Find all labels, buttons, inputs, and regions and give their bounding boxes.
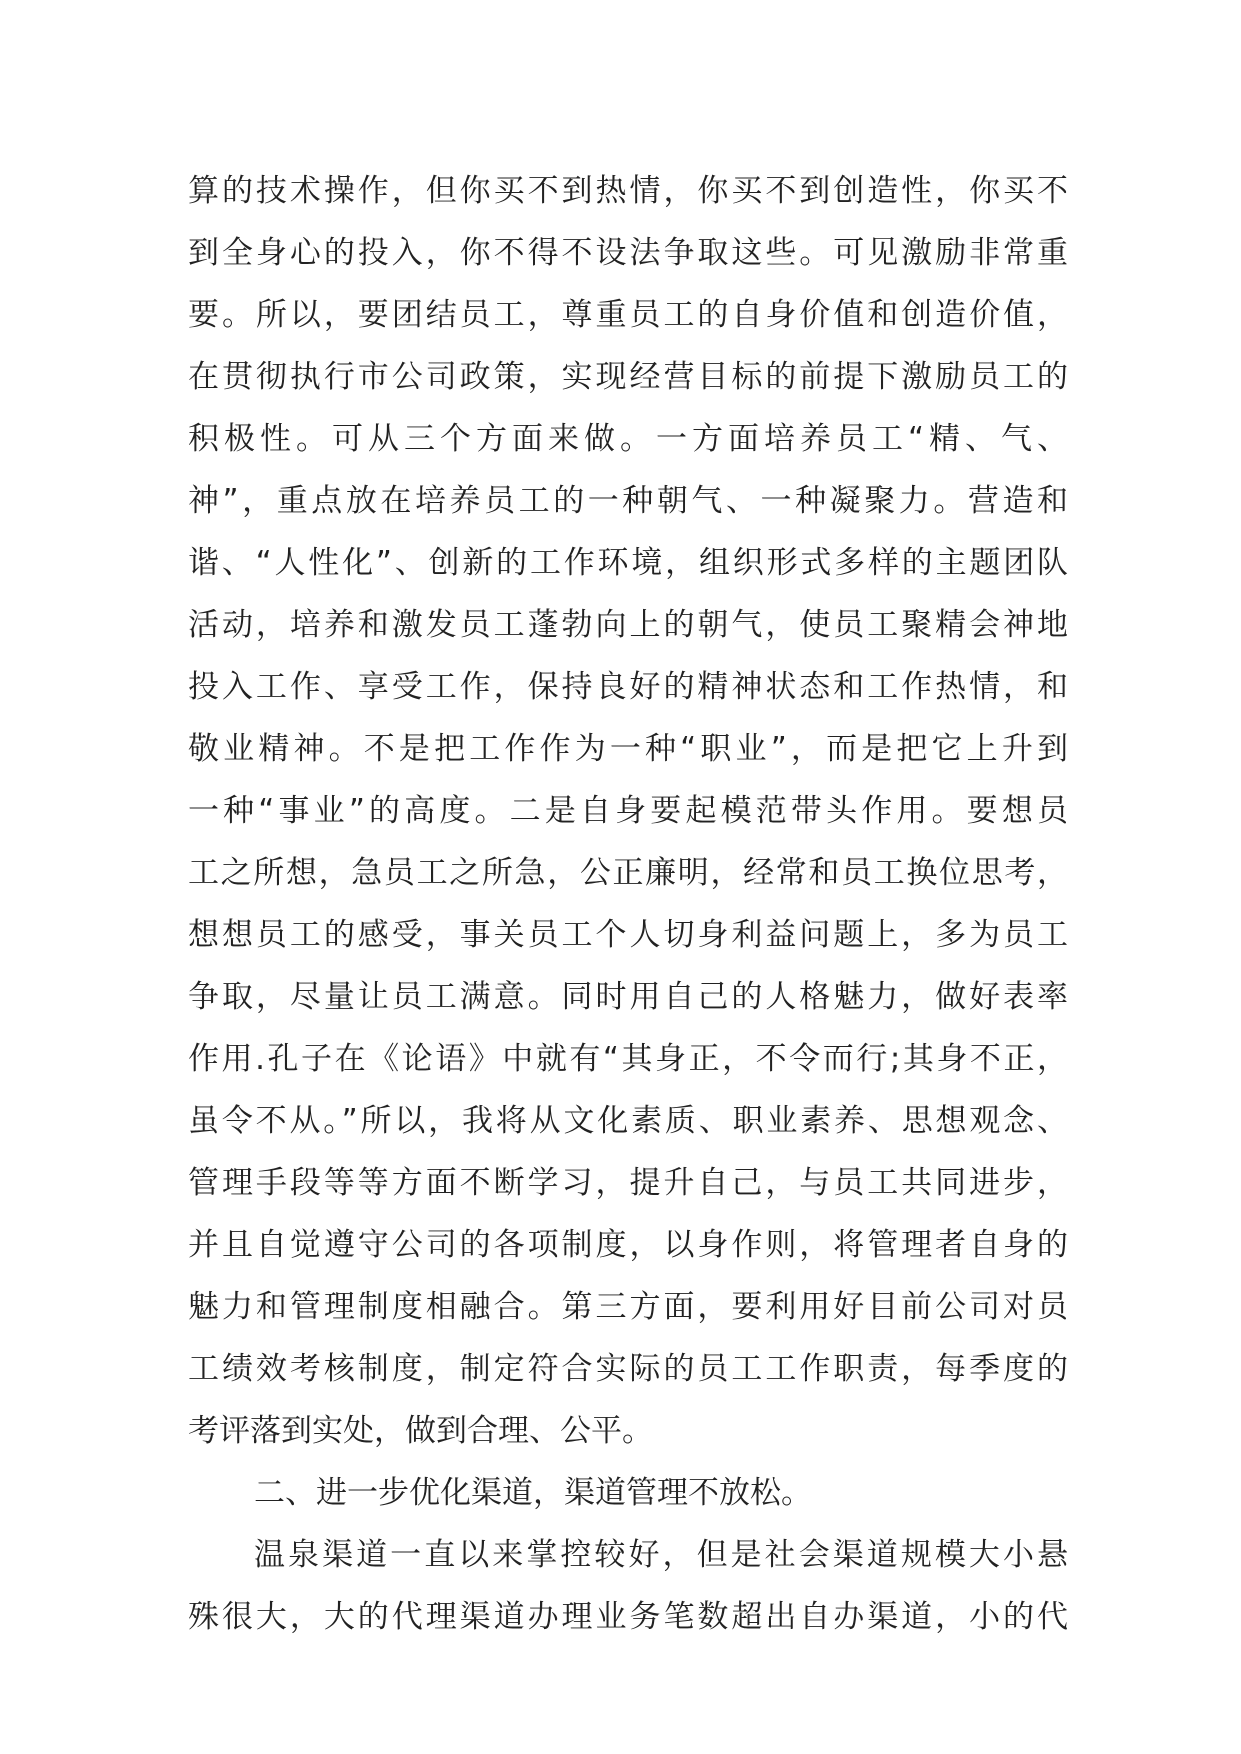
text-line: 到全身心的投入，你不得不设法争取这些。可见激励非常重	[188, 235, 1068, 271]
text-line: 投入工作、享受工作，保持良好的精神状态和工作热情，和	[188, 669, 1068, 705]
text-line: 殊很大，大的代理渠道办理业务笔数超出自办渠道，小的代	[188, 1599, 1068, 1635]
text-line: 工绩效考核制度，制定符合实际的员工工作职责，每季度的	[188, 1351, 1068, 1387]
section-heading: 二、进一步优化渠道，渠道管理不放松。	[254, 1475, 812, 1511]
document-body	[188, 160, 1068, 1648]
text-line: 温泉渠道一直以来掌控较好，但是社会渠道规模大小悬	[254, 1537, 1068, 1573]
text-line: 作用.孔子在《论语》中就有“其身正，不令而行;其身不正，	[188, 1041, 1068, 1077]
text-line: 神”，重点放在培养员工的一种朝气、一种凝聚力。营造和	[188, 483, 1068, 519]
text-line: 在贯彻执行市公司政策，实现经营目标的前提下激励员工的	[188, 359, 1068, 395]
text-line: 考评落到实处，做到合理、公平。	[188, 1413, 653, 1449]
text-line: 魅力和管理制度相融合。第三方面，要利用好目前公司对员	[188, 1289, 1068, 1325]
text-line: 想想员工的感受，事关员工个人切身利益问题上，多为员工	[188, 917, 1068, 953]
text-line: 管理手段等等方面不断学习，提升自己，与员工共同进步，	[188, 1165, 1068, 1201]
text-line: 算的技术操作，但你买不到热情，你买不到创造性，你买不	[188, 173, 1068, 209]
text-line: 并且自觉遵守公司的各项制度，以身作则，将管理者自身的	[188, 1227, 1068, 1263]
text-line: 争取，尽量让员工满意。同时用自己的人格魅力，做好表率	[188, 979, 1068, 1015]
text-line: 一种“事业”的高度。二是自身要起模范带头作用。要想员	[188, 793, 1068, 829]
text-line: 积极性。可从三个方面来做。一方面培养员工“精、气、	[188, 421, 1068, 457]
text-line: 活动，培养和激发员工蓬勃向上的朝气，使员工聚精会神地	[188, 607, 1068, 643]
paragraph-1	[188, 160, 1068, 1462]
text-line: 谐、“人性化”、创新的工作环境，组织形式多样的主题团队	[188, 545, 1068, 581]
text-line: 虽令不从。”所以，我将从文化素质、职业素养、思想观念、	[188, 1103, 1068, 1139]
text-line: 敬业精神。不是把工作作为一种“职业”，而是把它上升到	[188, 731, 1068, 767]
text-line: 工之所想，急员工之所急，公正廉明，经常和员工换位思考，	[188, 855, 1068, 891]
paragraph-2	[188, 1524, 1068, 1648]
text-line: 要。所以，要团结员工，尊重员工的自身价值和创造价值，	[188, 297, 1068, 333]
